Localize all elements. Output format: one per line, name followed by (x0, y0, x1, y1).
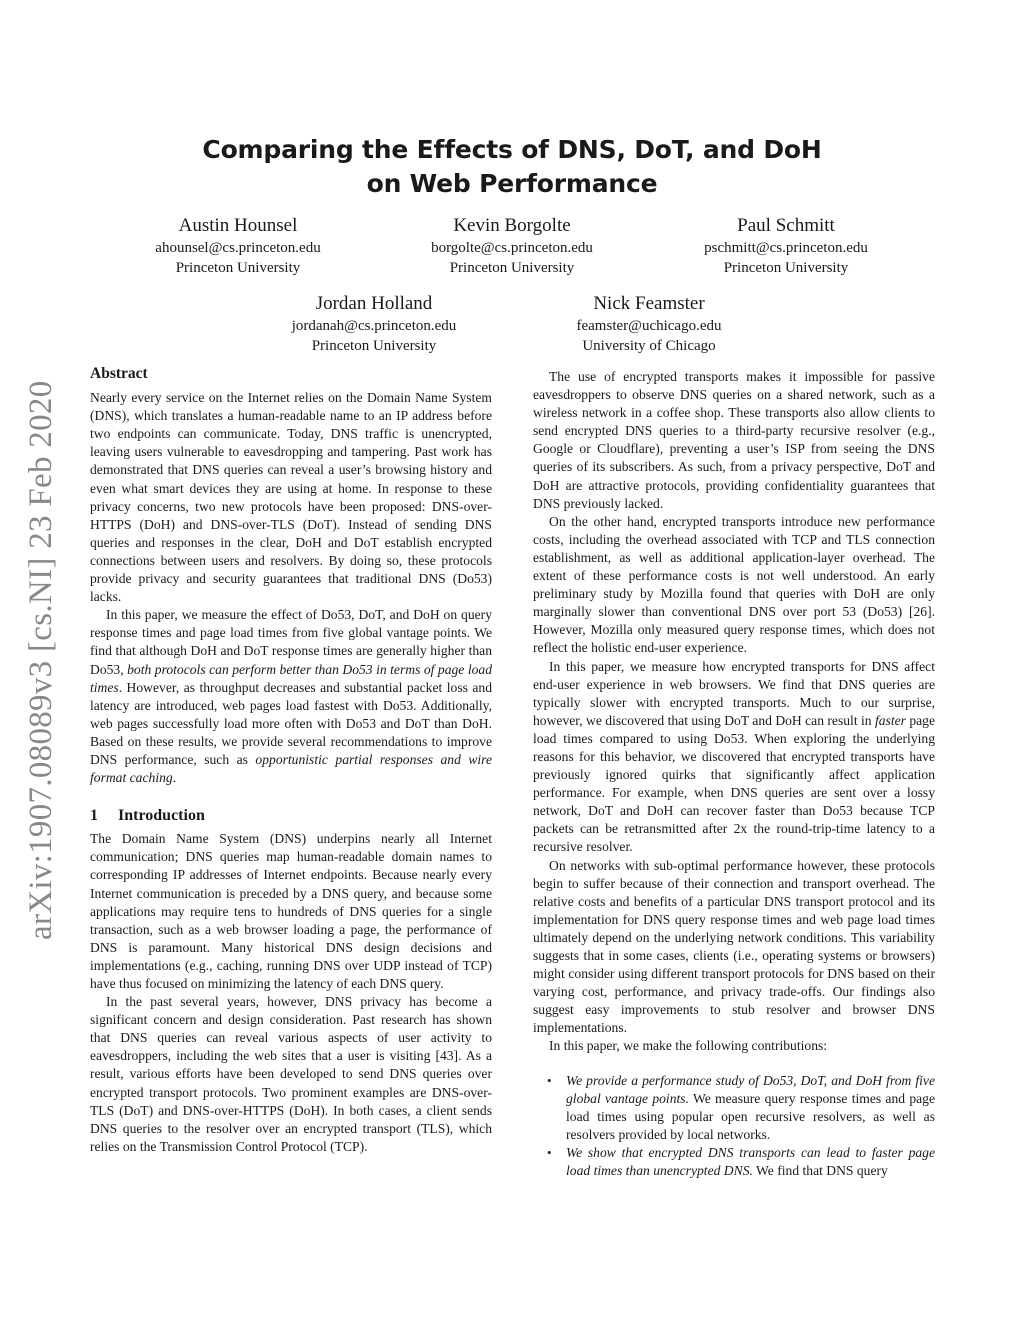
right-column (533, 368, 935, 1180)
author-block (224, 292, 524, 356)
bullet-lead: We provide a performance study of Do53, DoT, and DoH from five global vantage points. (566, 1072, 935, 1106)
body-emphasis: faster (874, 712, 906, 728)
abstract-emphasis: opportunistic partial responses and wire format caching (90, 751, 493, 786)
body-text: page load times compared to using Do53. When exploring the underlying reasons for this behavior, we discovered that encrypted transports have previously ignored quirks that significantly affect application performance. For example, when DNS queries are sent over a lossy network, DoT and DoH can recover faster than Do53 because TCP packets can be retransmitted after 2x the round-trip-time latency to a recursive resolver. (533, 712, 936, 855)
body-paragraph: On the other hand, encrypted transports introduce new performance costs, including the overhead associated with TCP and TLS connection establishment, as well as additional application-layer overhead. The extent of these performance costs is not well understood. An early preliminary study by Mozilla found that queries with DoH are only marginally slower than conventional DNS over port 53 (Do53) [26]. However, Mozilla only measured query response times, which does not reflect the holistic end-user experience. (533, 513, 935, 656)
list-item (533, 1072, 935, 1144)
author-block (88, 214, 388, 278)
paper-title (0, 133, 1024, 201)
author-affiliation: Princeton University (449, 260, 575, 276)
author-block (362, 214, 662, 278)
abstract-paragraph (90, 606, 492, 787)
author-name: Nick Feamster (593, 293, 705, 314)
intro-paragraph: The Domain Name System (DNS) underpins nearly all Internet communication; DNS queries map human-readable domain names to corresponding IP addresses of Internet endpoints. Because nearly every Internet communication is preceded by a DNS query, and because some applications may require tens to hundreds of DNS queries for a single transaction, such as a web browser loading a page, the performance of DNS is paramount. Many historical DNS design decisions and implementations (e.g., caching, running DNS over UDP instead of TCP) have thus focused on minimizing the latency of each DNS query. (90, 831, 492, 991)
section-number: 1 (90, 807, 98, 825)
bullet-text: We find that DNS query (752, 1163, 888, 1179)
title-line-1: Comparing the Effects of DNS, DoT, and DoH (202, 135, 822, 164)
abstract-emphasis: both protocols can perform better than Do53 in terms of page load times (90, 661, 492, 695)
contributions-list (533, 1072, 935, 1181)
list-item (533, 1144, 935, 1180)
arxiv-identifier: arXiv:1907.08089v3 [cs.NI] 23 Feb 2020 (23, 380, 59, 940)
section-heading (90, 807, 492, 825)
author-email: feamster@uchicago.edu (576, 318, 722, 334)
author-name: Kevin Borgolte (453, 215, 571, 236)
bullet-lead: We show that encrypted DNS transports can lead to faster page load times than unencrypted DNS. (566, 1144, 935, 1179)
body-paragraph: In this paper, we make the following contributions: (549, 1038, 828, 1054)
intro-paragraph: In the past several years, however, DNS privacy has become a significant concern and design consideration. Past research has shown that DNS queries can reveal various aspects of user activity to eavesdroppers, including the web sites that a user is visiting [43]. As a result, various efforts have been developed to send DNS queries over encrypted transport protocols. Two prominent examples are DNS-over-TLS (DoT) and DNS-over-HTTPS (DoH). In both cases, a client sends DNS queries to the resolver over an encrypted transport (TLS), which relies on the Transmission Control Protocol (TCP). (90, 994, 492, 1154)
author-email: ahounsel@cs.princeton.edu (155, 240, 321, 256)
abstract-text: In this paper, we measure the effect of Do53, DoT, and DoH on query response times and page load times from five global vantage points. We find that although DoH and DoT response times are generally higher than Do53, (90, 607, 492, 677)
body-paragraph (533, 658, 935, 857)
left-column (90, 365, 492, 1156)
author-email: pschmitt@cs.princeton.edu (704, 240, 868, 256)
author-affiliation: University of Chicago (582, 338, 716, 354)
author-email: borgolte@cs.princeton.edu (431, 240, 593, 256)
bullet-icon: • (547, 1144, 552, 1160)
author-block (499, 292, 799, 356)
abstract-heading: Abstract (90, 365, 148, 382)
author-affiliation: Princeton University (311, 338, 437, 354)
abstract-text: . (172, 770, 177, 786)
body-text: In this paper, we measure how encrypted transports for DNS affect end-user experience in web browsers. We find that DNS queries are typically slower with encrypted transports. Much to our surprise, however, we discovered that using DoT and DoH can result in (533, 658, 935, 728)
body-paragraph: On networks with sub-optimal performance however, these protocols begin to suffer because of their connection and transport overhead. The relative costs and benefits of a particular DNS transport protocol and its implementation for DNS query response times and web page load times ultimately depend on the underlying network conditions. This variability suggests that in some cases, clients (i.e., operating systems or browsers) might consider using different transport protocols for DNS based on their varying cost, performance, and privacy trade-offs. Our findings also suggest easy improvements to stub resolver and browser DNS implementations. (533, 857, 935, 1036)
abstract-paragraph: Nearly every service on the Internet relies on the Domain Name System (DNS), which translates a human-readable name to an IP address before two endpoints can communicate. Today, DNS traffic is unencrypted, leaving users vulnerable to eavesdropping and tampering. Past work has demonstrated that DNS queries can reveal a user’s browsing history and even what smart devices they are using at home. In response to these privacy concerns, two new protocols have been proposed: DNS-over-HTTPS (DoH) and DNS-over-TLS (DoT). Instead of sending DNS queries and responses in the clear, DoH and DoT establish encrypted connections between users and resolvers. By doing so, these protocols provide privacy and security guarantees that traditional DNS (Do53) lacks. (90, 390, 492, 605)
author-affiliation: Princeton University (175, 260, 301, 276)
title-line-2: on Web Performance (366, 169, 658, 198)
bullet-icon: • (547, 1072, 552, 1088)
author-name: Austin Hounsel (178, 215, 298, 236)
author-block (636, 214, 936, 278)
body-paragraph: The use of encrypted transports makes it impossible for passive eavesdroppers to observe DNS queries on a shared network, such as a wireless network in a coffee shop. These transports also allow clients to send encrypted DNS queries to a third-party recursive resolver (e.g., Google or Cloudflare), preventing a user’s ISP from seeing the DNS queries of its subscribers. As such, from a privacy perspective, DoT and DoH are attractive protocols, providing confidentiality guarantees that DNS previously lacked. (533, 369, 935, 511)
bullet-text: We measure query response times and page load times using popular open recursive resolvers, as well as resolvers provided by local networks. (566, 1090, 935, 1142)
author-affiliation: Princeton University (723, 260, 849, 276)
section-title: Introduction (118, 807, 205, 825)
author-email: jordanah@cs.princeton.edu (291, 318, 457, 334)
abstract-text: . However, as throughput decreases and substantial packet loss and latency are introduced, web pages load fastest with Do53. Additionally, web pages successfully load more often with Do53 and DoT than DoH. Based on these results, we provide several recommendations to improve DNS performance, such as (90, 679, 492, 767)
author-name: Paul Schmitt (737, 215, 835, 236)
author-name: Jordan Holland (315, 293, 433, 314)
